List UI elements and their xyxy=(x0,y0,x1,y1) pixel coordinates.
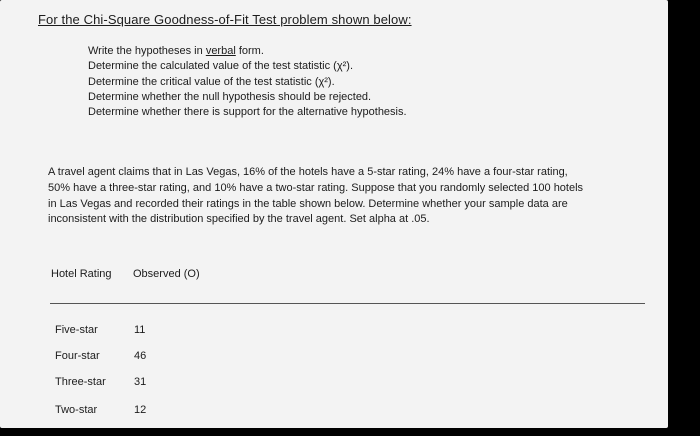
instruction-hypotheses xyxy=(88,44,407,59)
row-rating: Three-star xyxy=(55,376,106,388)
verbal-underlined: verbal xyxy=(205,45,236,57)
problem-line: in Las Vegas and recorded their ratings in the table shown below. Determine whether your sample data are xyxy=(48,197,568,210)
row-observed: 46 xyxy=(134,350,147,362)
problem-heading: For the Chi-Square Goodness-of-Fit Test problem shown below: xyxy=(38,12,412,27)
instructions-list xyxy=(88,44,407,120)
instruction-support-alternative: Determine whether there is support for the alternative hypothesis. xyxy=(88,106,407,119)
instruction-critical-value: Determine the critical value of the test statistic (χ²). xyxy=(88,75,335,88)
problem-line: inconsistent with the distribution specified by the travel agent. Set alpha at .05. xyxy=(48,213,430,226)
instruction-calculated-value: Determine the calculated value of the test statistic (χ²). xyxy=(88,60,353,73)
row-observed: 31 xyxy=(134,376,147,388)
row-rating: Four-star xyxy=(55,350,100,362)
header-observed: Observed (O) xyxy=(133,268,200,280)
row-observed: 12 xyxy=(134,404,147,416)
header-hotel-rating: Hotel Rating xyxy=(51,268,112,280)
row-rating: Two-star xyxy=(55,404,98,416)
instruction-reject-null: Determine whether the null hypothesis should be rejected. xyxy=(88,90,372,103)
row-observed: 11 xyxy=(134,324,146,336)
instruction-text: form. xyxy=(235,45,264,57)
problem-line: 50% have a three-star rating, and 10% have a two-star rating. Suppose that you randomly selected 100 hotels xyxy=(48,181,584,194)
problem-statement xyxy=(48,165,656,228)
instruction-text: Write the hypotheses in xyxy=(88,45,206,57)
row-rating: Five-star xyxy=(55,324,98,336)
table-divider xyxy=(50,303,645,304)
problem-line: A travel agent claims that in Las Vegas, 16% of the hotels have a 5-star rating, 24% have a four-star rating, xyxy=(48,166,568,178)
